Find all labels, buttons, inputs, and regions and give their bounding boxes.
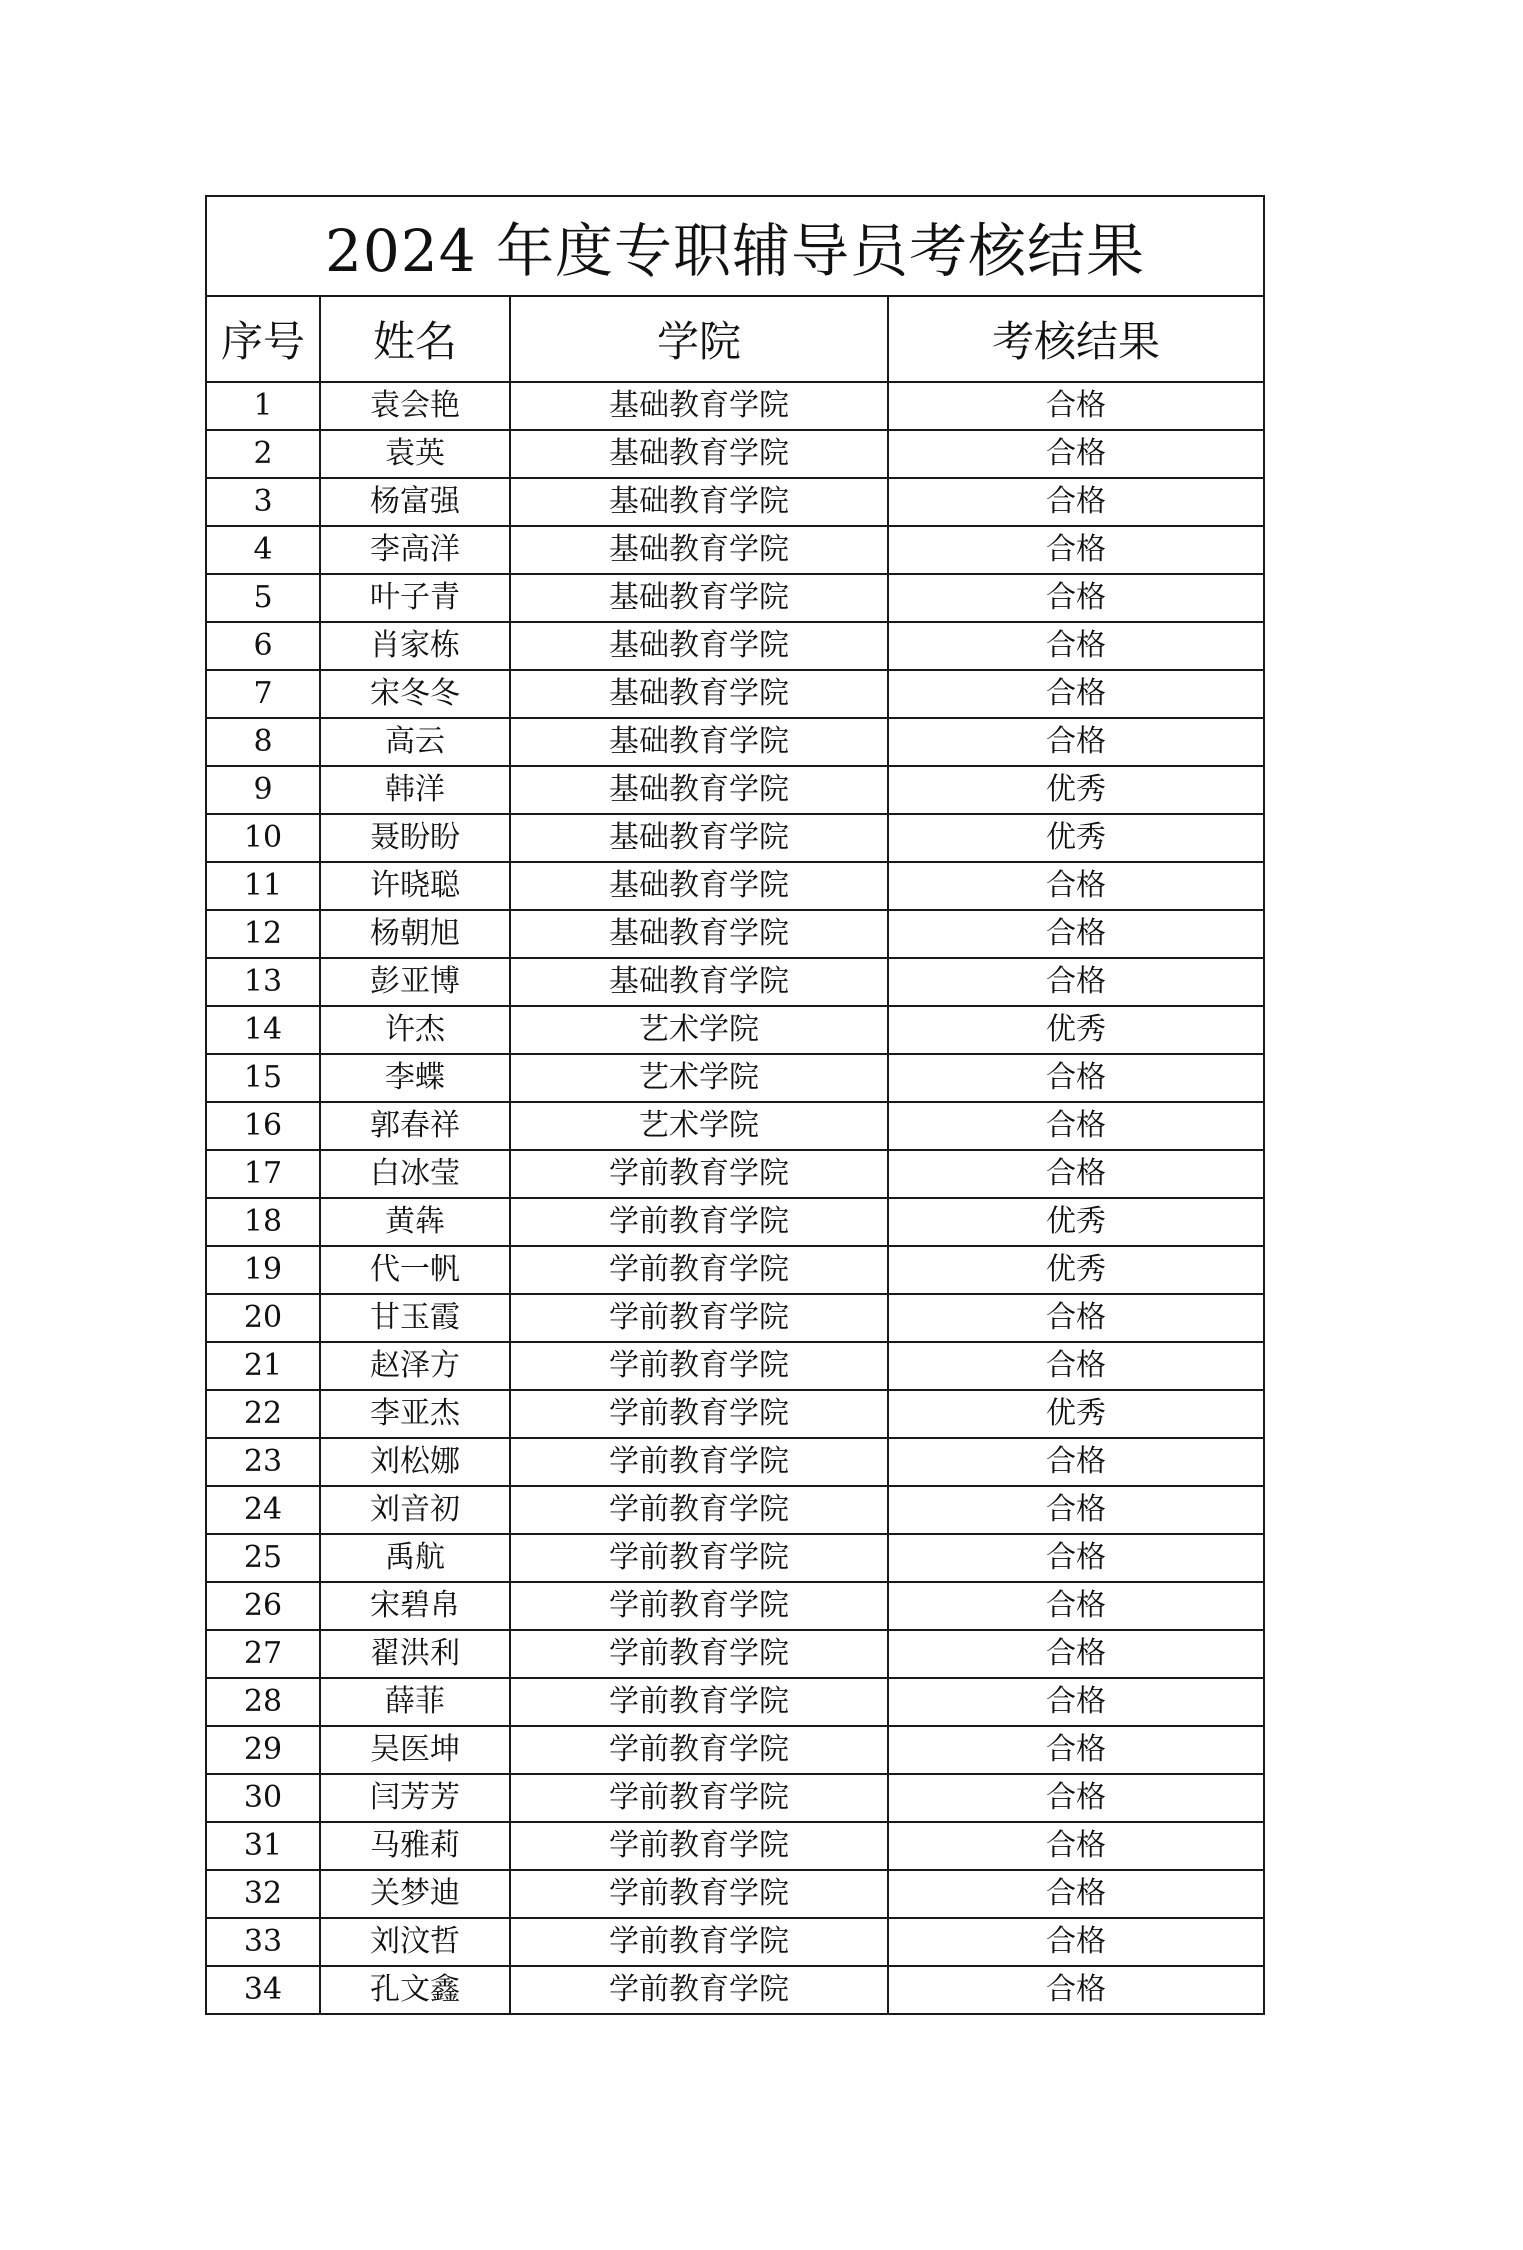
- cell-seq: 6: [206, 622, 320, 670]
- table-row: [206, 1102, 1264, 1150]
- cell-seq: 2: [206, 430, 320, 478]
- table-row: [206, 1006, 1264, 1054]
- cell-result: 合格: [888, 574, 1264, 622]
- table-row: [206, 766, 1264, 814]
- table-row: [206, 1054, 1264, 1102]
- cell-college: 学前教育学院: [510, 1918, 888, 1966]
- cell-seq: 22: [206, 1390, 320, 1438]
- table-row: [206, 574, 1264, 622]
- cell-college: 艺术学院: [510, 1054, 888, 1102]
- cell-college: 基础教育学院: [510, 382, 888, 430]
- cell-result: 优秀: [888, 1006, 1264, 1054]
- table-row: [206, 622, 1264, 670]
- cell-seq: 18: [206, 1198, 320, 1246]
- cell-result: 合格: [888, 1870, 1264, 1918]
- cell-name: 杨朝旭: [320, 910, 510, 958]
- table-row: [206, 1918, 1264, 1966]
- table-row: [206, 478, 1264, 526]
- table-row: [206, 1486, 1264, 1534]
- cell-seq: 10: [206, 814, 320, 862]
- cell-seq: 30: [206, 1774, 320, 1822]
- table-body: [206, 382, 1264, 2014]
- table-row: [206, 1630, 1264, 1678]
- cell-name: 郭春祥: [320, 1102, 510, 1150]
- cell-seq: 8: [206, 718, 320, 766]
- cell-name: 白冰莹: [320, 1150, 510, 1198]
- cell-result: 合格: [888, 430, 1264, 478]
- cell-seq: 32: [206, 1870, 320, 1918]
- cell-college: 基础教育学院: [510, 526, 888, 574]
- cell-college: 基础教育学院: [510, 766, 888, 814]
- table-row: [206, 1342, 1264, 1390]
- cell-result: 合格: [888, 1822, 1264, 1870]
- cell-name: 聂盼盼: [320, 814, 510, 862]
- cell-college: 学前教育学院: [510, 1294, 888, 1342]
- cell-seq: 28: [206, 1678, 320, 1726]
- cell-name: 马雅莉: [320, 1822, 510, 1870]
- cell-name: 李蝶: [320, 1054, 510, 1102]
- cell-result: 合格: [888, 1486, 1264, 1534]
- cell-seq: 15: [206, 1054, 320, 1102]
- cell-result: 合格: [888, 1918, 1264, 1966]
- cell-name: 刘音初: [320, 1486, 510, 1534]
- cell-seq: 26: [206, 1582, 320, 1630]
- cell-college: 学前教育学院: [510, 1630, 888, 1678]
- cell-seq: 12: [206, 910, 320, 958]
- table-row: [206, 1678, 1264, 1726]
- cell-name: 黄犇: [320, 1198, 510, 1246]
- cell-college: 基础教育学院: [510, 478, 888, 526]
- cell-seq: 3: [206, 478, 320, 526]
- table-row: [206, 1582, 1264, 1630]
- cell-name: 代一帆: [320, 1246, 510, 1294]
- cell-name: 翟洪利: [320, 1630, 510, 1678]
- table-row: [206, 526, 1264, 574]
- table-row: [206, 958, 1264, 1006]
- table-row: [206, 862, 1264, 910]
- cell-result: 合格: [888, 1534, 1264, 1582]
- table-row: [206, 1390, 1264, 1438]
- cell-name: 甘玉霞: [320, 1294, 510, 1342]
- cell-result: 优秀: [888, 1198, 1264, 1246]
- cell-result: 合格: [888, 1150, 1264, 1198]
- cell-college: 基础教育学院: [510, 574, 888, 622]
- cell-college: 基础教育学院: [510, 862, 888, 910]
- table-row: [206, 1534, 1264, 1582]
- cell-college: 学前教育学院: [510, 1726, 888, 1774]
- cell-college: 艺术学院: [510, 1006, 888, 1054]
- cell-name: 袁会艳: [320, 382, 510, 430]
- cell-result: 合格: [888, 526, 1264, 574]
- cell-result: 合格: [888, 1726, 1264, 1774]
- cell-seq: 9: [206, 766, 320, 814]
- cell-result: 合格: [888, 862, 1264, 910]
- header-name: 姓名: [320, 296, 510, 382]
- cell-college: 基础教育学院: [510, 670, 888, 718]
- table-row: [206, 1870, 1264, 1918]
- cell-seq: 11: [206, 862, 320, 910]
- header-row: [206, 296, 1264, 382]
- cell-college: 学前教育学院: [510, 1966, 888, 2014]
- cell-name: 肖家栋: [320, 622, 510, 670]
- cell-result: 合格: [888, 1774, 1264, 1822]
- table-row: [206, 1150, 1264, 1198]
- title-row: [206, 196, 1264, 296]
- cell-college: 学前教育学院: [510, 1678, 888, 1726]
- table-row: [206, 910, 1264, 958]
- cell-seq: 19: [206, 1246, 320, 1294]
- cell-name: 宋冬冬: [320, 670, 510, 718]
- cell-result: 合格: [888, 478, 1264, 526]
- table-row: [206, 1966, 1264, 2014]
- cell-seq: 31: [206, 1822, 320, 1870]
- cell-name: 刘松娜: [320, 1438, 510, 1486]
- cell-name: 许晓聪: [320, 862, 510, 910]
- cell-name: 赵泽方: [320, 1342, 510, 1390]
- cell-seq: 1: [206, 382, 320, 430]
- cell-name: 袁英: [320, 430, 510, 478]
- cell-seq: 13: [206, 958, 320, 1006]
- cell-name: 韩洋: [320, 766, 510, 814]
- cell-result: 合格: [888, 670, 1264, 718]
- table-row: [206, 670, 1264, 718]
- table-row: [206, 430, 1264, 478]
- table-row: [206, 1294, 1264, 1342]
- table-row: [206, 718, 1264, 766]
- cell-result: 合格: [888, 1102, 1264, 1150]
- cell-name: 李亚杰: [320, 1390, 510, 1438]
- cell-name: 许杰: [320, 1006, 510, 1054]
- cell-college: 学前教育学院: [510, 1198, 888, 1246]
- cell-result: 合格: [888, 1438, 1264, 1486]
- table-row: [206, 1246, 1264, 1294]
- cell-result: 合格: [888, 910, 1264, 958]
- cell-college: 学前教育学院: [510, 1390, 888, 1438]
- table-row: [206, 382, 1264, 430]
- cell-result: 优秀: [888, 1246, 1264, 1294]
- cell-result: 合格: [888, 1678, 1264, 1726]
- cell-name: 闫芳芳: [320, 1774, 510, 1822]
- cell-seq: 34: [206, 1966, 320, 2014]
- cell-seq: 7: [206, 670, 320, 718]
- cell-result: 合格: [888, 1294, 1264, 1342]
- cell-seq: 17: [206, 1150, 320, 1198]
- cell-college: 学前教育学院: [510, 1246, 888, 1294]
- cell-result: 合格: [888, 1966, 1264, 2014]
- cell-college: 学前教育学院: [510, 1342, 888, 1390]
- cell-result: 优秀: [888, 814, 1264, 862]
- cell-college: 基础教育学院: [510, 718, 888, 766]
- cell-result: 优秀: [888, 766, 1264, 814]
- cell-seq: 24: [206, 1486, 320, 1534]
- cell-name: 孔文鑫: [320, 1966, 510, 2014]
- cell-college: 基础教育学院: [510, 622, 888, 670]
- cell-college: 基础教育学院: [510, 430, 888, 478]
- cell-college: 艺术学院: [510, 1102, 888, 1150]
- cell-name: 禹航: [320, 1534, 510, 1582]
- header-result: 考核结果: [888, 296, 1264, 382]
- table-row: [206, 1198, 1264, 1246]
- cell-college: 学前教育学院: [510, 1438, 888, 1486]
- cell-result: 合格: [888, 1582, 1264, 1630]
- cell-name: 高云: [320, 718, 510, 766]
- cell-seq: 33: [206, 1918, 320, 1966]
- cell-seq: 21: [206, 1342, 320, 1390]
- cell-name: 关梦迪: [320, 1870, 510, 1918]
- cell-seq: 16: [206, 1102, 320, 1150]
- cell-result: 合格: [888, 1054, 1264, 1102]
- table-row: [206, 1822, 1264, 1870]
- cell-result: 合格: [888, 382, 1264, 430]
- cell-seq: 29: [206, 1726, 320, 1774]
- cell-seq: 14: [206, 1006, 320, 1054]
- cell-college: 学前教育学院: [510, 1150, 888, 1198]
- cell-seq: 27: [206, 1630, 320, 1678]
- cell-name: 叶子青: [320, 574, 510, 622]
- cell-college: 基础教育学院: [510, 910, 888, 958]
- document-title: 2024 年度专职辅导员考核结果: [206, 196, 1264, 296]
- cell-result: 合格: [888, 958, 1264, 1006]
- cell-name: 刘汶哲: [320, 1918, 510, 1966]
- cell-result: 合格: [888, 1342, 1264, 1390]
- cell-college: 基础教育学院: [510, 958, 888, 1006]
- cell-name: 宋碧帛: [320, 1582, 510, 1630]
- cell-name: 李高洋: [320, 526, 510, 574]
- cell-result: 合格: [888, 1630, 1264, 1678]
- cell-college: 学前教育学院: [510, 1582, 888, 1630]
- cell-seq: 20: [206, 1294, 320, 1342]
- cell-name: 彭亚博: [320, 958, 510, 1006]
- cell-college: 学前教育学院: [510, 1774, 888, 1822]
- cell-name: 杨富强: [320, 478, 510, 526]
- assessment-results-table: [205, 195, 1265, 2015]
- cell-name: 吴医坤: [320, 1726, 510, 1774]
- cell-seq: 23: [206, 1438, 320, 1486]
- cell-result: 合格: [888, 622, 1264, 670]
- header-seq: 序号: [206, 296, 320, 382]
- table-row: [206, 1726, 1264, 1774]
- cell-college: 学前教育学院: [510, 1822, 888, 1870]
- cell-seq: 25: [206, 1534, 320, 1582]
- cell-result: 合格: [888, 718, 1264, 766]
- table-row: [206, 1438, 1264, 1486]
- header-college: 学院: [510, 296, 888, 382]
- cell-name: 薛菲: [320, 1678, 510, 1726]
- table-row: [206, 1774, 1264, 1822]
- cell-college: 学前教育学院: [510, 1486, 888, 1534]
- cell-college: 学前教育学院: [510, 1534, 888, 1582]
- cell-seq: 4: [206, 526, 320, 574]
- cell-college: 学前教育学院: [510, 1870, 888, 1918]
- cell-seq: 5: [206, 574, 320, 622]
- table-row: [206, 814, 1264, 862]
- cell-result: 优秀: [888, 1390, 1264, 1438]
- cell-college: 基础教育学院: [510, 814, 888, 862]
